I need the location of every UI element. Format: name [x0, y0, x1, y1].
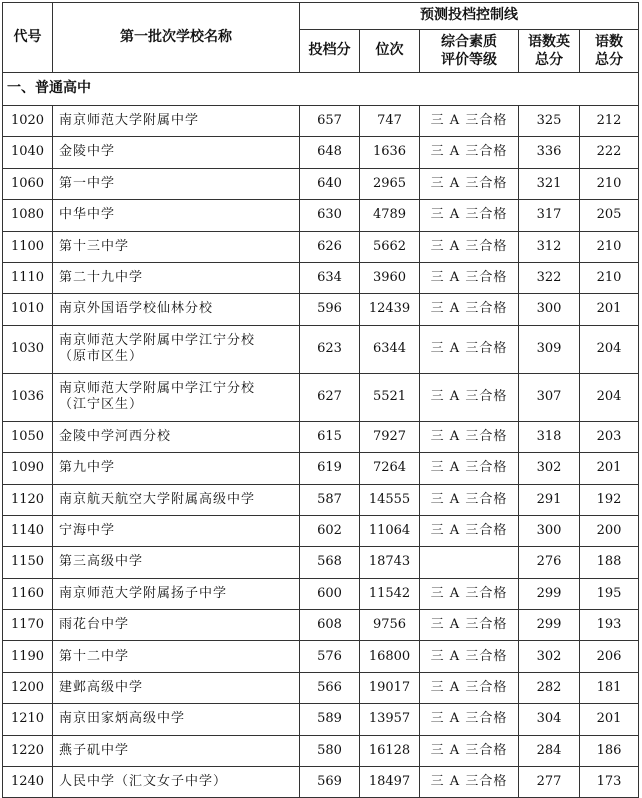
cell-grade: 三 A 三合格: [420, 231, 519, 262]
school-name-line: 宁海中学: [59, 522, 116, 538]
school-name-line: 南京外国语学校仙林分校: [59, 301, 214, 317]
cell-score: 657: [300, 106, 360, 137]
cell-cm-total: 195: [580, 578, 639, 609]
cell-cm-total: 186: [580, 735, 639, 766]
cell-code: 1080: [3, 200, 53, 231]
cell-cme-total: 318: [519, 421, 580, 452]
cell-cm-total: 204: [580, 325, 639, 373]
cell-cme-total: 317: [519, 200, 580, 231]
cell-rank: 18497: [360, 767, 420, 798]
cell-score: 568: [300, 547, 360, 578]
cell-score: 640: [300, 168, 360, 199]
cell-code: 1160: [3, 578, 53, 609]
header-grade: [420, 30, 519, 73]
table-row: [3, 767, 639, 798]
cell-rank: 7264: [360, 453, 420, 484]
school-name-line: 南京师范大学附属扬子中学: [59, 585, 228, 601]
cell-code: 1090: [3, 453, 53, 484]
table-row: [3, 168, 639, 199]
cell-school-name: [53, 231, 300, 262]
cell-cm-total: 193: [580, 610, 639, 641]
cell-cm-total: 188: [580, 547, 639, 578]
cell-rank: 18743: [360, 547, 420, 578]
cell-grade: 三 A 三合格: [420, 168, 519, 199]
header-cme-total: [519, 30, 580, 73]
cell-rank: 19017: [360, 672, 420, 703]
cell-cm-total: 201: [580, 294, 639, 325]
cell-code: 1030: [3, 325, 53, 373]
cell-grade: 三 A 三合格: [420, 294, 519, 325]
header-grade-line1: 综合素质: [441, 34, 497, 50]
cell-grade: [420, 547, 519, 578]
school-name-line: 金陵中学: [59, 144, 116, 160]
cell-score: 587: [300, 484, 360, 515]
cell-cme-total: 299: [519, 578, 580, 609]
cell-cme-total: 277: [519, 767, 580, 798]
cell-grade: 三 A 三合格: [420, 515, 519, 546]
cell-score: 630: [300, 200, 360, 231]
cell-grade: 三 A 三合格: [420, 672, 519, 703]
cell-score: 623: [300, 325, 360, 373]
cell-rank: 12439: [360, 294, 420, 325]
school-name-line: 第九中学: [59, 460, 116, 476]
cell-score: 576: [300, 641, 360, 672]
cell-code: 1210: [3, 704, 53, 735]
header-code: 代号: [3, 3, 53, 73]
cell-cm-total: 210: [580, 168, 639, 199]
admission-score-table: [2, 2, 639, 798]
cell-score: 619: [300, 453, 360, 484]
section-title: 一、普通高中: [3, 73, 639, 106]
cell-cm-total: 200: [580, 515, 639, 546]
cell-code: 1110: [3, 262, 53, 293]
table-row: [3, 325, 639, 373]
cell-grade: 三 A 三合格: [420, 453, 519, 484]
cell-grade: 三 A 三合格: [420, 262, 519, 293]
cell-code: 1010: [3, 294, 53, 325]
cell-score: 648: [300, 137, 360, 168]
cell-grade: 三 A 三合格: [420, 704, 519, 735]
cell-grade: 三 A 三合格: [420, 484, 519, 515]
cell-code: 1200: [3, 672, 53, 703]
cell-grade: 三 A 三合格: [420, 578, 519, 609]
cell-rank: 13957: [360, 704, 420, 735]
school-name-line: 第十二中学: [59, 648, 130, 664]
cell-cme-total: 304: [519, 704, 580, 735]
cell-code: 1040: [3, 137, 53, 168]
header-cm-total: [580, 30, 639, 73]
table-body: [3, 73, 639, 798]
cell-cm-total: 192: [580, 484, 639, 515]
table-row: [3, 231, 639, 262]
cell-score: 580: [300, 735, 360, 766]
header-school-name: 第一批次学校名称: [53, 3, 300, 73]
cell-rank: 747: [360, 106, 420, 137]
cell-school-name: [53, 200, 300, 231]
cell-school-name: [53, 547, 300, 578]
cell-code: 1150: [3, 547, 53, 578]
cell-code: 1170: [3, 610, 53, 641]
table-row: [3, 294, 639, 325]
cell-rank: 9756: [360, 610, 420, 641]
cell-school-name: [53, 484, 300, 515]
school-name-line: 第二十九中学: [59, 270, 144, 286]
cell-school-name: [53, 294, 300, 325]
school-name-line: 燕子矶中学: [59, 742, 130, 758]
cell-school-name: [53, 373, 300, 421]
cell-code: 1120: [3, 484, 53, 515]
cell-cme-total: 325: [519, 106, 580, 137]
cell-cme-total: 321: [519, 168, 580, 199]
school-name-line: 南京师范大学附属中学江宁分校: [59, 380, 256, 396]
cell-score: 589: [300, 704, 360, 735]
cell-code: 1140: [3, 515, 53, 546]
header-cm-line1: 语数: [595, 34, 623, 50]
cell-cm-total: 204: [580, 373, 639, 421]
cell-cme-total: 322: [519, 262, 580, 293]
table-row: [3, 373, 639, 421]
table-row: [3, 200, 639, 231]
school-name-line: 中华中学: [59, 207, 116, 223]
cell-rank: 3960: [360, 262, 420, 293]
school-name-line: 第十三中学: [59, 238, 130, 254]
cell-school-name: [53, 672, 300, 703]
cell-grade: 三 A 三合格: [420, 106, 519, 137]
cell-cm-total: 206: [580, 641, 639, 672]
cell-score: 569: [300, 767, 360, 798]
cell-school-name: [53, 515, 300, 546]
school-name-line: 南京师范大学附属中学江宁分校: [59, 332, 256, 348]
header-prediction-group: 预测投档控制线: [300, 3, 639, 30]
table-row: [3, 484, 639, 515]
cell-rank: 11064: [360, 515, 420, 546]
cell-rank: 4789: [360, 200, 420, 231]
section-row: [3, 73, 639, 106]
header-cm-line2: 总分: [595, 52, 623, 68]
header-grade-line2: 评价等级: [441, 52, 497, 68]
cell-school-name: [53, 137, 300, 168]
cell-school-name: [53, 106, 300, 137]
header-rank: 位次: [360, 30, 420, 73]
school-name-line: 雨花台中学: [59, 617, 130, 633]
table-row: [3, 137, 639, 168]
table-row: [3, 421, 639, 452]
cell-school-name: [53, 641, 300, 672]
cell-school-name: [53, 262, 300, 293]
school-name-line: （江宁区生）: [59, 397, 144, 413]
cell-cme-total: 309: [519, 325, 580, 373]
cell-school-name: [53, 421, 300, 452]
table-header: [3, 3, 639, 73]
cell-cme-total: 300: [519, 294, 580, 325]
table-row: [3, 547, 639, 578]
cell-cme-total: 336: [519, 137, 580, 168]
cell-cme-total: 299: [519, 610, 580, 641]
table-row: [3, 578, 639, 609]
school-name-line: 人民中学（汇文女子中学）: [59, 774, 228, 790]
cell-cme-total: 291: [519, 484, 580, 515]
cell-rank: 16128: [360, 735, 420, 766]
cell-code: 1050: [3, 421, 53, 452]
cell-cme-total: 302: [519, 453, 580, 484]
cell-rank: 5521: [360, 373, 420, 421]
cell-code: 1020: [3, 106, 53, 137]
cell-rank: 16800: [360, 641, 420, 672]
cell-cm-total: 210: [580, 231, 639, 262]
cell-cm-total: 173: [580, 767, 639, 798]
table-row: [3, 610, 639, 641]
cell-code: 1060: [3, 168, 53, 199]
cell-cm-total: 212: [580, 106, 639, 137]
school-name-line: （原市区生）: [59, 349, 144, 365]
cell-score: 608: [300, 610, 360, 641]
table-row: [3, 453, 639, 484]
cell-score: 596: [300, 294, 360, 325]
cell-cm-total: 222: [580, 137, 639, 168]
school-name-line: 南京航天航空大学附属高级中学: [59, 491, 256, 507]
table-row: [3, 735, 639, 766]
cell-cm-total: 201: [580, 704, 639, 735]
cell-cm-total: 210: [580, 262, 639, 293]
cell-cm-total: 205: [580, 200, 639, 231]
cell-cme-total: 307: [519, 373, 580, 421]
cell-grade: 三 A 三合格: [420, 421, 519, 452]
cell-cm-total: 201: [580, 453, 639, 484]
cell-grade: 三 A 三合格: [420, 200, 519, 231]
school-name-line: 建邺高级中学: [59, 679, 144, 695]
school-name-line: 南京师范大学附属中学: [59, 113, 200, 129]
cell-grade: 三 A 三合格: [420, 137, 519, 168]
cell-school-name: [53, 325, 300, 373]
cell-cm-total: 203: [580, 421, 639, 452]
cell-cme-total: 300: [519, 515, 580, 546]
cell-rank: 6344: [360, 325, 420, 373]
table-row: [3, 641, 639, 672]
cell-rank: 14555: [360, 484, 420, 515]
header-cme-line2: 总分: [535, 52, 563, 68]
cell-score: 615: [300, 421, 360, 452]
cell-score: 626: [300, 231, 360, 262]
cell-code: 1240: [3, 767, 53, 798]
cell-score: 627: [300, 373, 360, 421]
cell-school-name: [53, 168, 300, 199]
cell-school-name: [53, 610, 300, 641]
cell-cme-total: 312: [519, 231, 580, 262]
cell-score: 566: [300, 672, 360, 703]
cell-school-name: [53, 704, 300, 735]
table-row: [3, 262, 639, 293]
table-row: [3, 672, 639, 703]
cell-rank: 5662: [360, 231, 420, 262]
cell-cme-total: 282: [519, 672, 580, 703]
cell-grade: 三 A 三合格: [420, 641, 519, 672]
cell-grade: 三 A 三合格: [420, 325, 519, 373]
cell-cme-total: 302: [519, 641, 580, 672]
cell-score: 602: [300, 515, 360, 546]
cell-grade: 三 A 三合格: [420, 767, 519, 798]
cell-grade: 三 A 三合格: [420, 610, 519, 641]
cell-school-name: [53, 767, 300, 798]
cell-rank: 11542: [360, 578, 420, 609]
header-row-top: [3, 3, 639, 30]
school-name-line: 第三高级中学: [59, 554, 144, 570]
cell-score: 600: [300, 578, 360, 609]
header-cme-line1: 语数英: [528, 34, 570, 50]
cell-school-name: [53, 578, 300, 609]
cell-grade: 三 A 三合格: [420, 735, 519, 766]
cell-grade: 三 A 三合格: [420, 373, 519, 421]
cell-rank: 1636: [360, 137, 420, 168]
cell-code: 1190: [3, 641, 53, 672]
school-name-line: 第一中学: [59, 175, 116, 191]
cell-cme-total: 284: [519, 735, 580, 766]
school-name-line: 南京田家炳高级中学: [59, 711, 186, 727]
table-row: [3, 106, 639, 137]
cell-rank: 7927: [360, 421, 420, 452]
cell-code: 1100: [3, 231, 53, 262]
cell-code: 1036: [3, 373, 53, 421]
cell-score: 634: [300, 262, 360, 293]
cell-cme-total: 276: [519, 547, 580, 578]
table-row: [3, 515, 639, 546]
cell-school-name: [53, 453, 300, 484]
cell-code: 1220: [3, 735, 53, 766]
cell-rank: 2965: [360, 168, 420, 199]
school-name-line: 金陵中学河西分校: [59, 428, 172, 444]
header-score: 投档分: [300, 30, 360, 73]
cell-cm-total: 181: [580, 672, 639, 703]
table-row: [3, 704, 639, 735]
cell-school-name: [53, 735, 300, 766]
